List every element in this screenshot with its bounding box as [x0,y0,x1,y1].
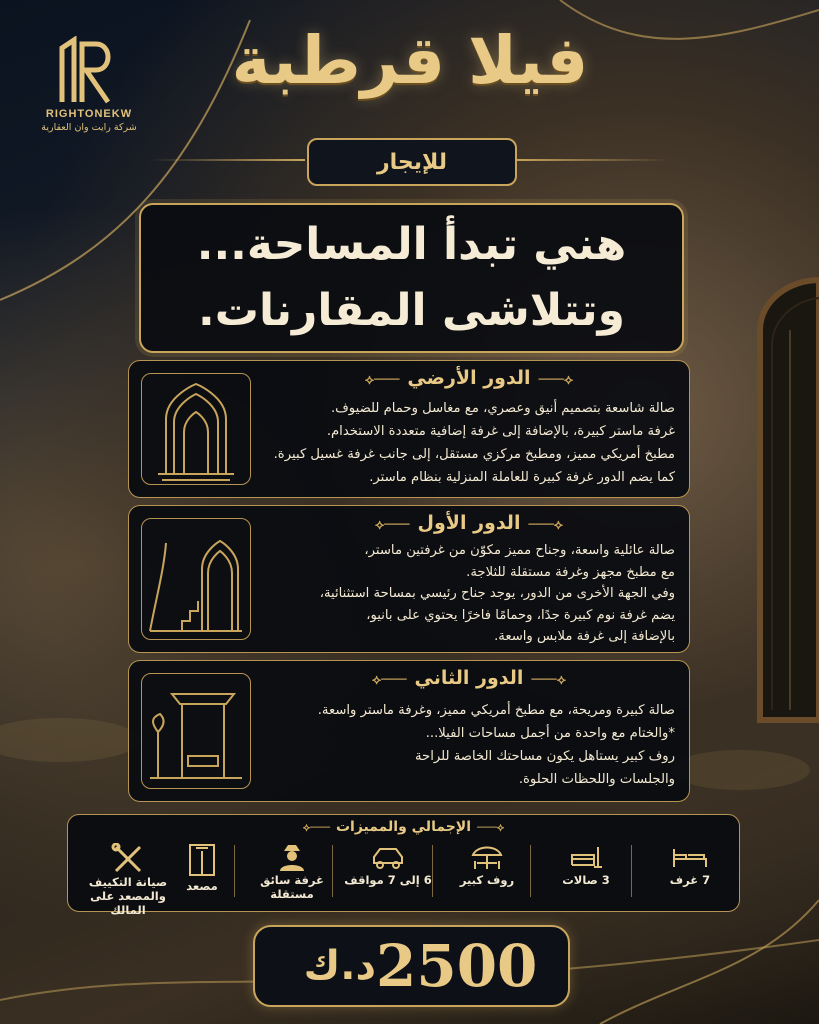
feature-rooms: 7 غرف [646,841,734,907]
driver-icon [272,843,312,871]
floor-card-first [128,505,690,653]
bed-icon [670,843,710,871]
logo-mark-icon [54,36,124,104]
price-amount: 2500 [375,932,538,1000]
price-currency: د.ك [303,943,376,989]
feature-elevator: مصعد [172,841,232,907]
logo-subtitle: شركة رايت وان العقارية [41,122,137,133]
floor-description-second: صالة كبيرة ومريحة، مع مطبخ أمريكي مميز، وغرفة ماستر واسعة. *والختام مع واحدة من أجمل مساحات الفيلا... روف كبير يستاهل يكون مساحتك الخاصة للراحة والجلسات واللحظات الحلوة. [317,703,675,787]
floor-card-ground [128,360,690,498]
rooftop-pergola-icon [141,673,251,789]
features-title: ⟡───الإجمالي والمميزات───⟡ [302,819,505,835]
floor-title-ground: ⟡───الدور الأرضي───⟡ [364,367,574,389]
feature-separator [234,845,235,897]
feature-roof: روف كبير [443,841,531,907]
feature-halls: 3 صالات [542,841,630,907]
divider-right [514,159,669,161]
car-icon [368,843,408,871]
feature-separator [631,845,632,897]
archway-door-icon [141,373,251,485]
price-tag [253,925,570,1007]
logo-brand: RIGHTONEKW [45,108,133,120]
feature-separator [432,845,433,897]
floor-title-first: ⟡───الدور الأول───⟡ [374,512,564,534]
staircase-icon [141,518,251,640]
for-rent-tag: للإيجار [307,138,517,186]
feature-parking: 6 إلى 7 مواقف [344,841,432,907]
floor-description-first: صالة عائلية واسعة، وجناح مميز مكوّن من غرفتين ماستر، مع مطبخ مجهز وغرفة مستقلة للثلاجة. وفي الجهة الأخرى من الدور، يوجد جناح رئيسي بمساحة استثنائية، يضم غرفة نوم كبيرة جدًا، وحمامًا فاخرًا يحتوي على بانيو، بالإضافة إلى غرفة ملابس واسعة. [319,543,675,644]
headline-box [139,203,684,353]
floor-card-second [128,660,690,802]
feature-driver-room: غرفة سائق مستقلة [248,841,336,907]
headline-line-1: هني تبدأ المساحة... [196,219,627,270]
divider-left [150,159,305,161]
tools-icon [108,843,148,873]
sofa-icon [566,843,606,871]
page-title: فيلا قرطبة [231,22,589,99]
floor-description-ground: صالة شاسعة بتصميم أنيق وعصري، مع مغاسل وحمام للضيوف. غرفة ماستر كبيرة، بالإضافة إلى غرفة إضافية متعددة الاستخدام. مطبخ أمريكي مميز، ومطبخ مركزي مستقل، إلى جانب غرفة غسيل كبيرة. كما يضم الدور غرفة كبيرة للعاملة المنزلية بنظام ماستر. [273,401,675,485]
elevator-icon [182,843,222,877]
headline-line-2: وتتلاشى المقارنات. [198,285,625,336]
floor-title-second: ⟡───الدور الثاني───⟡ [372,667,566,689]
features-panel [67,814,740,917]
feature-maintenance: صيانة التكييف والمصعد على المالك [78,841,178,907]
umbrella-table-icon [467,843,507,871]
company-logo [24,36,154,133]
